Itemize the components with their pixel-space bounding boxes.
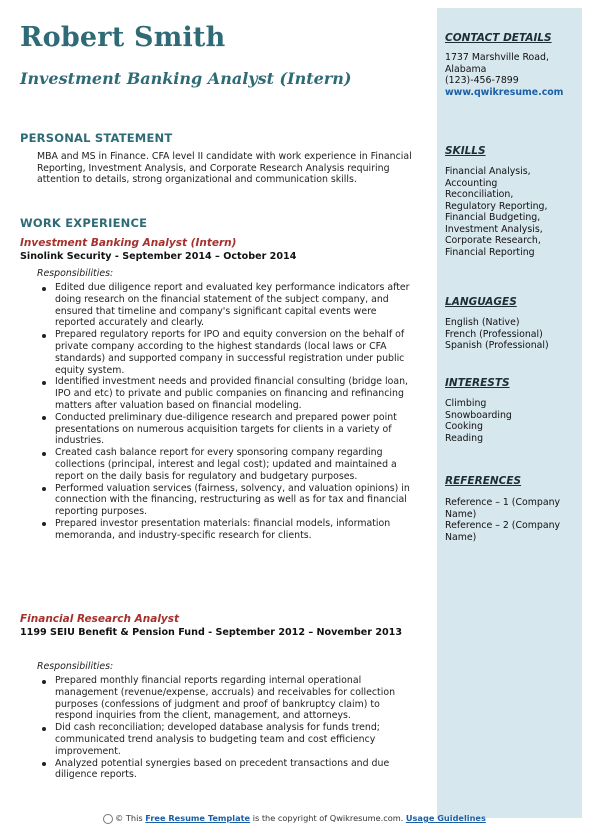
list-item: Name) — [445, 531, 477, 543]
list-item: Reading — [445, 432, 484, 444]
list-item: Snowboarding — [445, 409, 512, 421]
list-item: Identified investment needs and provided financial consulting (bridge loan, IPO and etc) to private and public companies on financing and refinancing matters after valuation based on financial modeling. — [37, 376, 417, 411]
list-item: Accounting — [445, 177, 498, 189]
free-resume-template-link[interactable]: Free Resume Template — [145, 813, 251, 823]
address-line: Alabama — [445, 63, 487, 75]
job-title: Financial Research Analyst — [20, 613, 180, 625]
copyright-icon — [103, 814, 113, 824]
job-responsibilities-list — [37, 675, 417, 781]
candidate-title: Investment Banking Analyst (Intern) — [20, 69, 352, 88]
list-item: Reference – 1 (Company — [445, 497, 561, 508]
work-experience-heading: WORK EXPERIENCE — [20, 216, 148, 230]
list-item: Conducted preliminary due-diligence research and prepared power point presentations on numerous acquisition targets for clients in a variety of industries. — [37, 412, 417, 447]
job-company-dates: 1199 SEIU Benefit & Pension Fund - September 2012 – November 2013 — [20, 627, 403, 638]
list-item: Prepared monthly financial reports regarding internal operational management (revenue/expense, accruals) and receivables for collection purposes (confessions of judgment and proof of bankruptcy claim) to respond inquiries from the client, management, and attorneys. — [37, 675, 417, 722]
list-item: Cooking — [445, 421, 483, 432]
personal-statement-heading: PERSONAL STATEMENT — [20, 131, 173, 145]
languages-list — [445, 317, 577, 352]
list-item: Performed valuation services (fairness, solvency, and valuation opinions) in connection with the financing, restructuring as well as for tax and financial reporting purposes. — [37, 483, 417, 518]
list-item: Climbing — [445, 398, 487, 409]
list-item: Regulatory Reporting, — [445, 200, 548, 212]
languages-heading: LANGUAGES — [445, 296, 517, 308]
list-item: Investment Analysis, — [445, 223, 543, 235]
interests-list — [445, 398, 577, 444]
footer-copyright-text: is the copyright of Qwikresume.com. — [252, 813, 404, 823]
website-link[interactable]: www.qwikresume.com — [445, 86, 564, 98]
list-item: Prepared investor presentation materials: financial models, information memoranda, and industry-specific research for clients. — [37, 518, 417, 542]
interests-heading: INTERESTS — [445, 377, 510, 389]
job-responsibilities-list — [37, 282, 417, 542]
list-item: Financial Analysis, — [445, 166, 531, 177]
footer — [0, 813, 589, 824]
list-item: Reference – 2 (Company — [445, 520, 561, 531]
responsibilities-label: Responsibilities: — [37, 661, 114, 672]
candidate-name: Robert Smith — [20, 22, 226, 53]
list-item: Analyzed potential synergies based on precedent transactions and due diligence reports. — [37, 758, 417, 782]
contact-details — [445, 52, 577, 98]
skills-heading: SKILLS — [445, 145, 486, 157]
phone-number: (123)-456-7899 — [445, 75, 519, 86]
skills-list — [445, 166, 577, 258]
list-item: Name) — [445, 508, 477, 520]
address-line: 1737 Marshville Road, — [445, 52, 549, 63]
list-item: Financial Budgeting, — [445, 212, 541, 223]
list-item: Created cash balance report for every sponsoring company regarding collections (principal, interest and legal cost); updated and maintained a report on the daily basis for regulatory and budgetary purposes. — [37, 447, 417, 482]
references-list — [445, 497, 577, 543]
job-title: Investment Banking Analyst (Intern) — [20, 237, 237, 249]
list-item: Financial Reporting — [445, 246, 535, 258]
list-item: Spanish (Professional) — [445, 340, 549, 351]
list-item: English (Native) — [445, 317, 520, 328]
list-item: Reconciliation, — [445, 189, 514, 200]
responsibilities-label: Responsibilities: — [37, 268, 114, 279]
list-item: Did cash reconciliation; developed database analysis for funds trend; communicated trend analysis to budgeting team and cost efficiency improvement. — [37, 722, 417, 757]
sidebar — [437, 8, 582, 818]
personal-statement-text: MBA and MS in Finance. CFA level II candidate with work experience in Financial Reporting, Investment Analysis, and Corporate Research Analysis requiring attention to details, strong organizational and communication skills. — [37, 151, 412, 186]
usage-guidelines-link[interactable]: Usage Guidelines — [405, 813, 486, 823]
list-item: Edited due diligence report and evaluated key performance indicators after doing research on the financial statement of the subject company, and ensured that timeline and company's significant capital events were reported accurately and clearly. — [37, 282, 417, 329]
references-heading: REFERENCES — [445, 475, 522, 487]
job-company-dates: Sinolink Security - September 2014 – October 2014 — [20, 251, 297, 262]
footer-prefix: © This — [115, 813, 143, 823]
list-item: French (Professional) — [445, 328, 543, 340]
list-item: Corporate Research, — [445, 235, 541, 246]
contact-details-heading: CONTACT DETAILS — [445, 32, 552, 44]
list-item: Prepared regulatory reports for IPO and equity conversion on the behalf of private company according to the highest standards (local laws or CFA standards) and supported company in successful registration under public equity system. — [37, 329, 417, 376]
